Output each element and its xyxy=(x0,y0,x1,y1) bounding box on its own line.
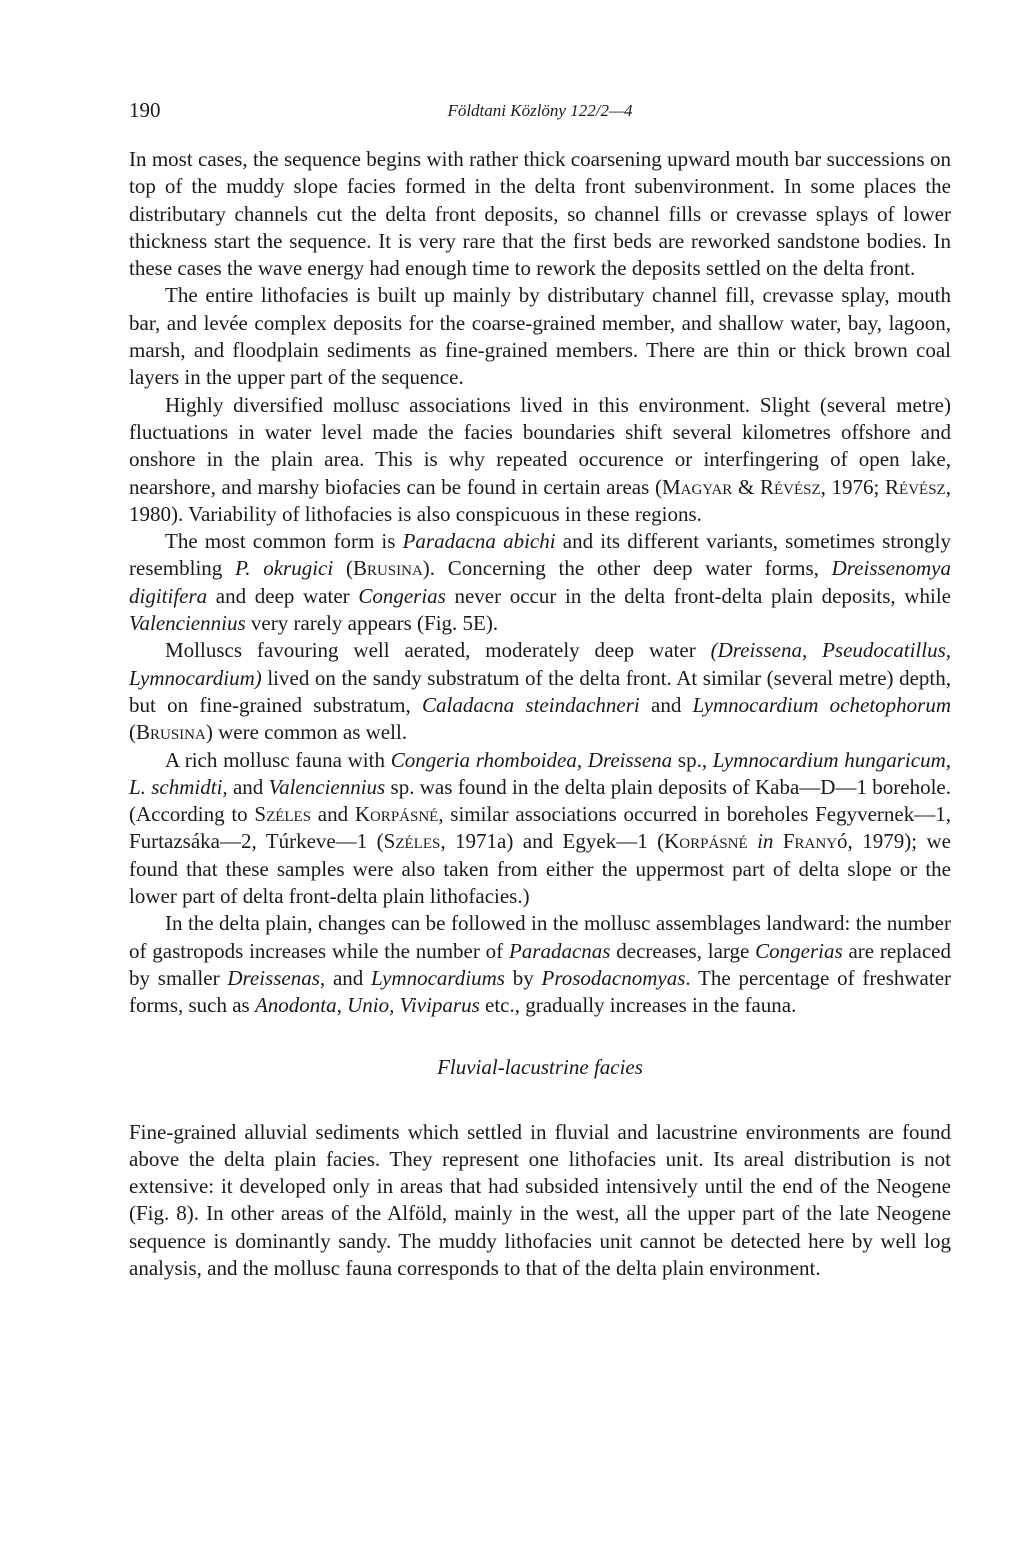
taxon-name: Paradacnas xyxy=(508,938,611,963)
taxon-name: (Dreissena, Pseudocatillus, Lymnocardium) xyxy=(129,638,952,690)
author-name: Révész xyxy=(885,474,946,499)
author-name: Magyar xyxy=(661,474,733,499)
taxon-name: Congerias xyxy=(755,938,843,963)
taxon-name: Lymnocardium ochetophorum xyxy=(692,692,951,717)
text-run: , similar associations occurred in boreholes Fegyvernek—1, Furtazsáka—2, Túrkeve—1 ( xyxy=(129,802,951,854)
running-head: Földtani Közlöny 122/2—4 xyxy=(447,101,633,120)
text-run: and xyxy=(227,774,269,799)
text-run xyxy=(748,829,757,853)
text-run: ( xyxy=(333,556,353,581)
text-run: ó, 1979); we found that these samples were also taken from either the uppermost part of delta slope or the lower part of delta front-delta plain lithofacies.) xyxy=(129,829,951,909)
section-heading: Fluvial-lacustrine facies xyxy=(437,1054,643,1079)
paragraph-3 xyxy=(129,392,951,528)
text-run: lived on the sandy substratum of the delta front. At similar (several metre) depth, but on fine-grained substratum, xyxy=(129,665,951,717)
text-run: Molluscs favouring well aerated, moderately deep water xyxy=(165,638,711,663)
paragraph-7 xyxy=(129,910,951,1019)
body-text xyxy=(129,146,951,1282)
author-name: Korpásné xyxy=(664,829,748,854)
text-run: , 1971a) and Egyek—1 ( xyxy=(440,829,665,854)
text-run: and its different variants, sometimes strongly resembling xyxy=(129,529,952,581)
text-run: ( xyxy=(129,720,136,745)
taxon-name: Paradacna abichi xyxy=(402,529,556,554)
text-run: , and xyxy=(319,965,372,990)
text-run: , 1980). Variability of lithofacies is also conspicuous in these regions. xyxy=(129,474,951,526)
text-run: , 1976; xyxy=(820,474,886,499)
page-header xyxy=(129,97,951,127)
text-run: and deep water xyxy=(207,583,359,608)
text-run: . The percentage of freshwater forms, such as xyxy=(129,965,952,1018)
text-run: A rich mollusc fauna with xyxy=(165,747,391,772)
taxon-name: Caladacna steindachneri xyxy=(421,692,640,717)
text-run: very rarely appears (Fig. 5E). xyxy=(245,611,499,636)
text-run: sp., xyxy=(672,747,713,772)
text-run: ). Concerning the other deep water forms, xyxy=(422,556,832,581)
paragraph-1: In most cases, the sequence begins with rather thick coarsening upward mouth bar successions on top of the muddy slope facies formed in the delta front subenvironment. In some places the distributary channels cut the delta front deposits, so channel fills or crevasse splays of lower thickness start the sequence. It is very rare that the first beds are reworked sandstone bodies. In these cases the wave energy had enough time to rework the deposits settled on the delta front. xyxy=(129,147,951,281)
taxon-name: Congerias xyxy=(358,583,446,608)
text-run: ) were common as well. xyxy=(205,720,408,745)
taxon-name: Dreissenas xyxy=(227,965,320,990)
text-run: and xyxy=(311,802,355,827)
text-run: In the delta plain, changes can be followed in the mollusc assemblages landward: the number of gastropods increases while the number of xyxy=(129,911,951,963)
text-run: by xyxy=(504,965,542,990)
citation-in: in xyxy=(757,829,774,854)
paragraph-8: Fine-grained alluvial sediments which settled in fluvial and lacustrine environments are found above the delta plain facies. They represent one lithofacies unit. Its areal distribution is not extensive: it developed only in areas that had subsided intensively until the end of the Neogene (Fig. 8). In other areas of the Alföld, mainly in the west, all the upper part of the late Neogene sequence is dominantly sandy. The muddy lithofacies unit cannot be detected here by well log analysis, and the mollusc fauna corresponds to that of the delta plain environment. xyxy=(129,1119,951,1280)
author-name: Révész xyxy=(759,474,821,499)
text-run: sp. was found in the delta plain deposits of Kaba—D—1 borehole. (According to xyxy=(129,774,951,827)
text-run xyxy=(773,829,782,853)
text-run: never occur in the delta front-delta plain deposits, while xyxy=(445,583,951,608)
taxon-name: Congeria rhomboidea, Dreissena xyxy=(390,747,673,772)
paragraph-5 xyxy=(129,637,951,746)
taxon-name: P. okrugici xyxy=(235,556,334,581)
text-run: and xyxy=(639,692,693,717)
text-run: decreases, large xyxy=(610,938,756,963)
text-run: The most common form is xyxy=(165,529,403,554)
text-run: & xyxy=(732,474,760,499)
taxon-name: Anodonta, Unio, Viviparus xyxy=(254,993,480,1018)
paragraph-4 xyxy=(129,528,951,637)
text-run: etc., gradually increases in the fauna. xyxy=(479,993,797,1018)
taxon-name: Valenciennius xyxy=(129,611,246,636)
taxon-name: Dreissenomya digitifera xyxy=(129,556,951,608)
taxon-name: Lymnocardium hungaricum, L. schmidti, xyxy=(129,747,952,799)
author-name: Brusina xyxy=(136,720,206,745)
author-name: Korpásné xyxy=(354,802,439,827)
author-name: Brusina xyxy=(352,556,423,581)
taxon-name: Prosodacnomyas xyxy=(541,965,686,990)
author-name: Széles xyxy=(254,802,312,827)
author-name: Széles xyxy=(383,829,441,854)
page-number: 190 xyxy=(129,98,161,122)
text-run: Highly diversified mollusc associations lived in this environment. Slight (several metre) fluctuations in water level made the facies boundaries shift several kilometres offshore and onshore in the plain area. This is why repeated occurence or interfingering of open lake, nearshore, and marshy biofacies can be found in certain areas ( xyxy=(129,392,951,499)
taxon-name: Valenciennius xyxy=(268,774,386,799)
author-name: Frany xyxy=(782,829,838,854)
taxon-name: Lymnocardiums xyxy=(371,965,505,990)
paragraph-2: The entire lithofacies is built up mainly by distributary channel fill, crevasse splay, mouth bar, and levée complex deposits for the coarse-grained member, and shallow water, bay, lagoon, marsh, and floodplain sediments as fine-grained members. There are thin or thick brown coal layers in the upper part of the sequence. xyxy=(129,283,951,390)
paragraph-6 xyxy=(129,747,951,911)
text-run: are replaced by smaller xyxy=(129,938,951,990)
